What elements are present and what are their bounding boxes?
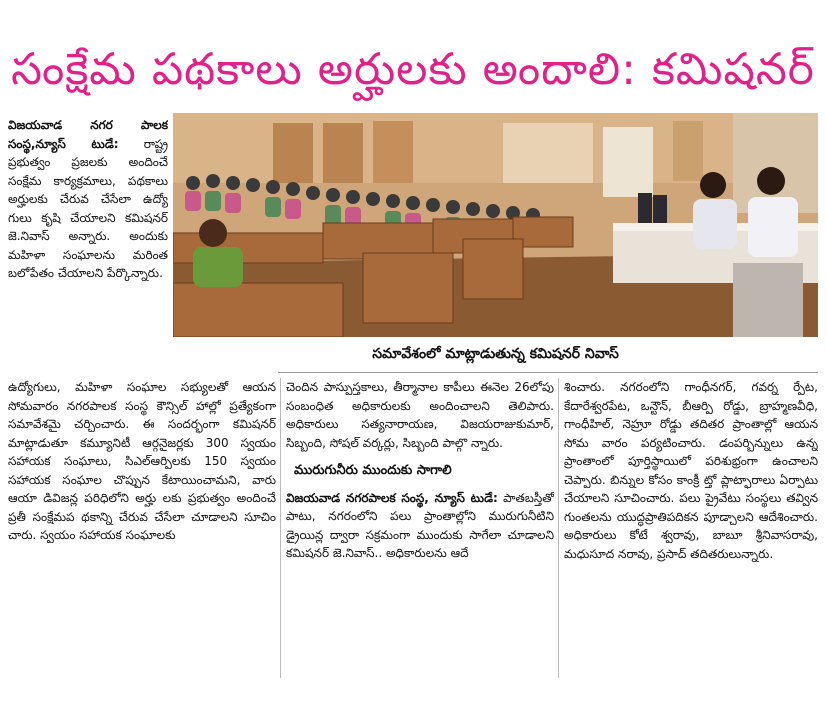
article-text-1: ఉద్యోగులు, మహిళా సంఘాల సభ్యులతో ఆయన సోమవారం నగరపాలక సంస్థ కౌన్సిల్ హాల్లో ప్రత్యేకంగా సమావేశమై చర్చించారు. ఈ సందర్భంగా కమిషనర్ మాట్లాడుతూ కమ్యూనిటీ ఆర్గనైజర్లకు 300 స్వయం సహాయక సంఘాలు, సిఎల్ఆర్పిలకు 150 స్వయం సహాయక సంఘాల చొప్పున కేటాయించామని, వారు ఆయా డివిజన్ల పరిధిలోని అర్హు లకు ప్రభుత్వం అందించే ప్రతీ సంక్షేమప థకాన్ని చేరువ చేసేలా చూడాలని సూచిం చారు. స్వయం సహాయక సంఘాలకు: [8, 380, 276, 542]
article-column-1: [8, 378, 276, 678]
headline: సంక్షేమ పథకాలు అర్హులకు అందాలి: కమిషనర్: [11, 44, 815, 96]
column-divider: [558, 378, 559, 678]
article-text-2b: పాతబస్తీతో పాటు, నగరంలోని పలు ప్రాంతాల్లోని మురుగునీటిని డ్రైయిన్ల ద్వారా సక్రమంగా ముందుకు సాగేలా చూడాలని కమిషనర్ జె.నివాస్.. అధికారులను ఆదే: [286, 490, 554, 560]
caption-rule: [278, 372, 818, 373]
article-text-2a: చెందిన పాస్పుస్తకాలు, తీర్మానాల కాపీలు ఈనెల 26లోపు సంబంధిత అధికారులకు అందించాలని తెలిపారు. అధికారులు సత్యనారాయణ, విజయరాజుకుమార్, సిబ్బంది, సోషల్ వర్కర్లు, సిబ్బంది పాల్గొ న్నారు.: [286, 380, 554, 450]
article-column-2: [286, 378, 554, 678]
dateline-2: విజయవాడ నగరపాలక సంస్థ, న్యూస్ టుడే:: [286, 490, 498, 505]
article-column-3: [564, 378, 818, 678]
article-text-3: శించారు. నగరంలోని గాంధీనగర్, గవర్న ర్పేట, కేదారేశ్వరపేట, ఒన్టౌన్, బీఆర్పి రోడ్డు, బ్రాహ్మణవీధి, గాంధీహిల్, నెహ్రూ రోడ్డు తదితర ప్రాంతాల్లో ఆయన సోమ వారం పర్యటించారు. డంపర్బిన్నులు ఉన్న ప్రాంతాంలో పూర్తిస్థాయిలో పరిశుభ్రంగా ఉంచాలని చెప్పారు. బిన్నుల కోసం కాంక్రీ ట్తో ప్లాట్ఫారాలు ఏర్పాటు చేయాలని సూచించారు. పలు ప్రైవేటు సంస్థలు తవ్విన గుంతలను యుద్ధప్రాతిపదికన పూడ్చాలని ఆదేశించారు. అధికారులు కోటే శ్వరావు, బాబూ శ్రీనివాసరావు, మధుసూద నరావు, ప్రసాద్ తదితరులున్నారు.: [564, 380, 818, 561]
photo-caption: సమావేశంలో మాట్లాడుతున్న కమిషనర్ నివాస్: [372, 346, 619, 362]
article-column-left: [8, 116, 168, 366]
column-divider: [280, 378, 281, 678]
dateline: విజయవాడ నగర పాలక సంస్థ,న్యూస్ టుడే:: [8, 118, 168, 151]
article-text-left: రాష్ట్ర ప్రభుత్వం ప్రజలకు అందించే సంక్షేమ కార్యక్రమాలు, పథకాలు అర్హులకు చేరువ చేసేలా ఉద్యో గులు కృషి చేయాలని కమిషనర్ జె.నివాస్ అన్నారు. అందుకు మహిళా సంఘాలను మరింత బలోపేతం చేయాలని పేర్కొన్నారు.: [8, 136, 168, 280]
meeting-photo: [173, 113, 818, 337]
subheading: మురుగునీరు ముందుకు సాగాలి: [294, 463, 452, 478]
